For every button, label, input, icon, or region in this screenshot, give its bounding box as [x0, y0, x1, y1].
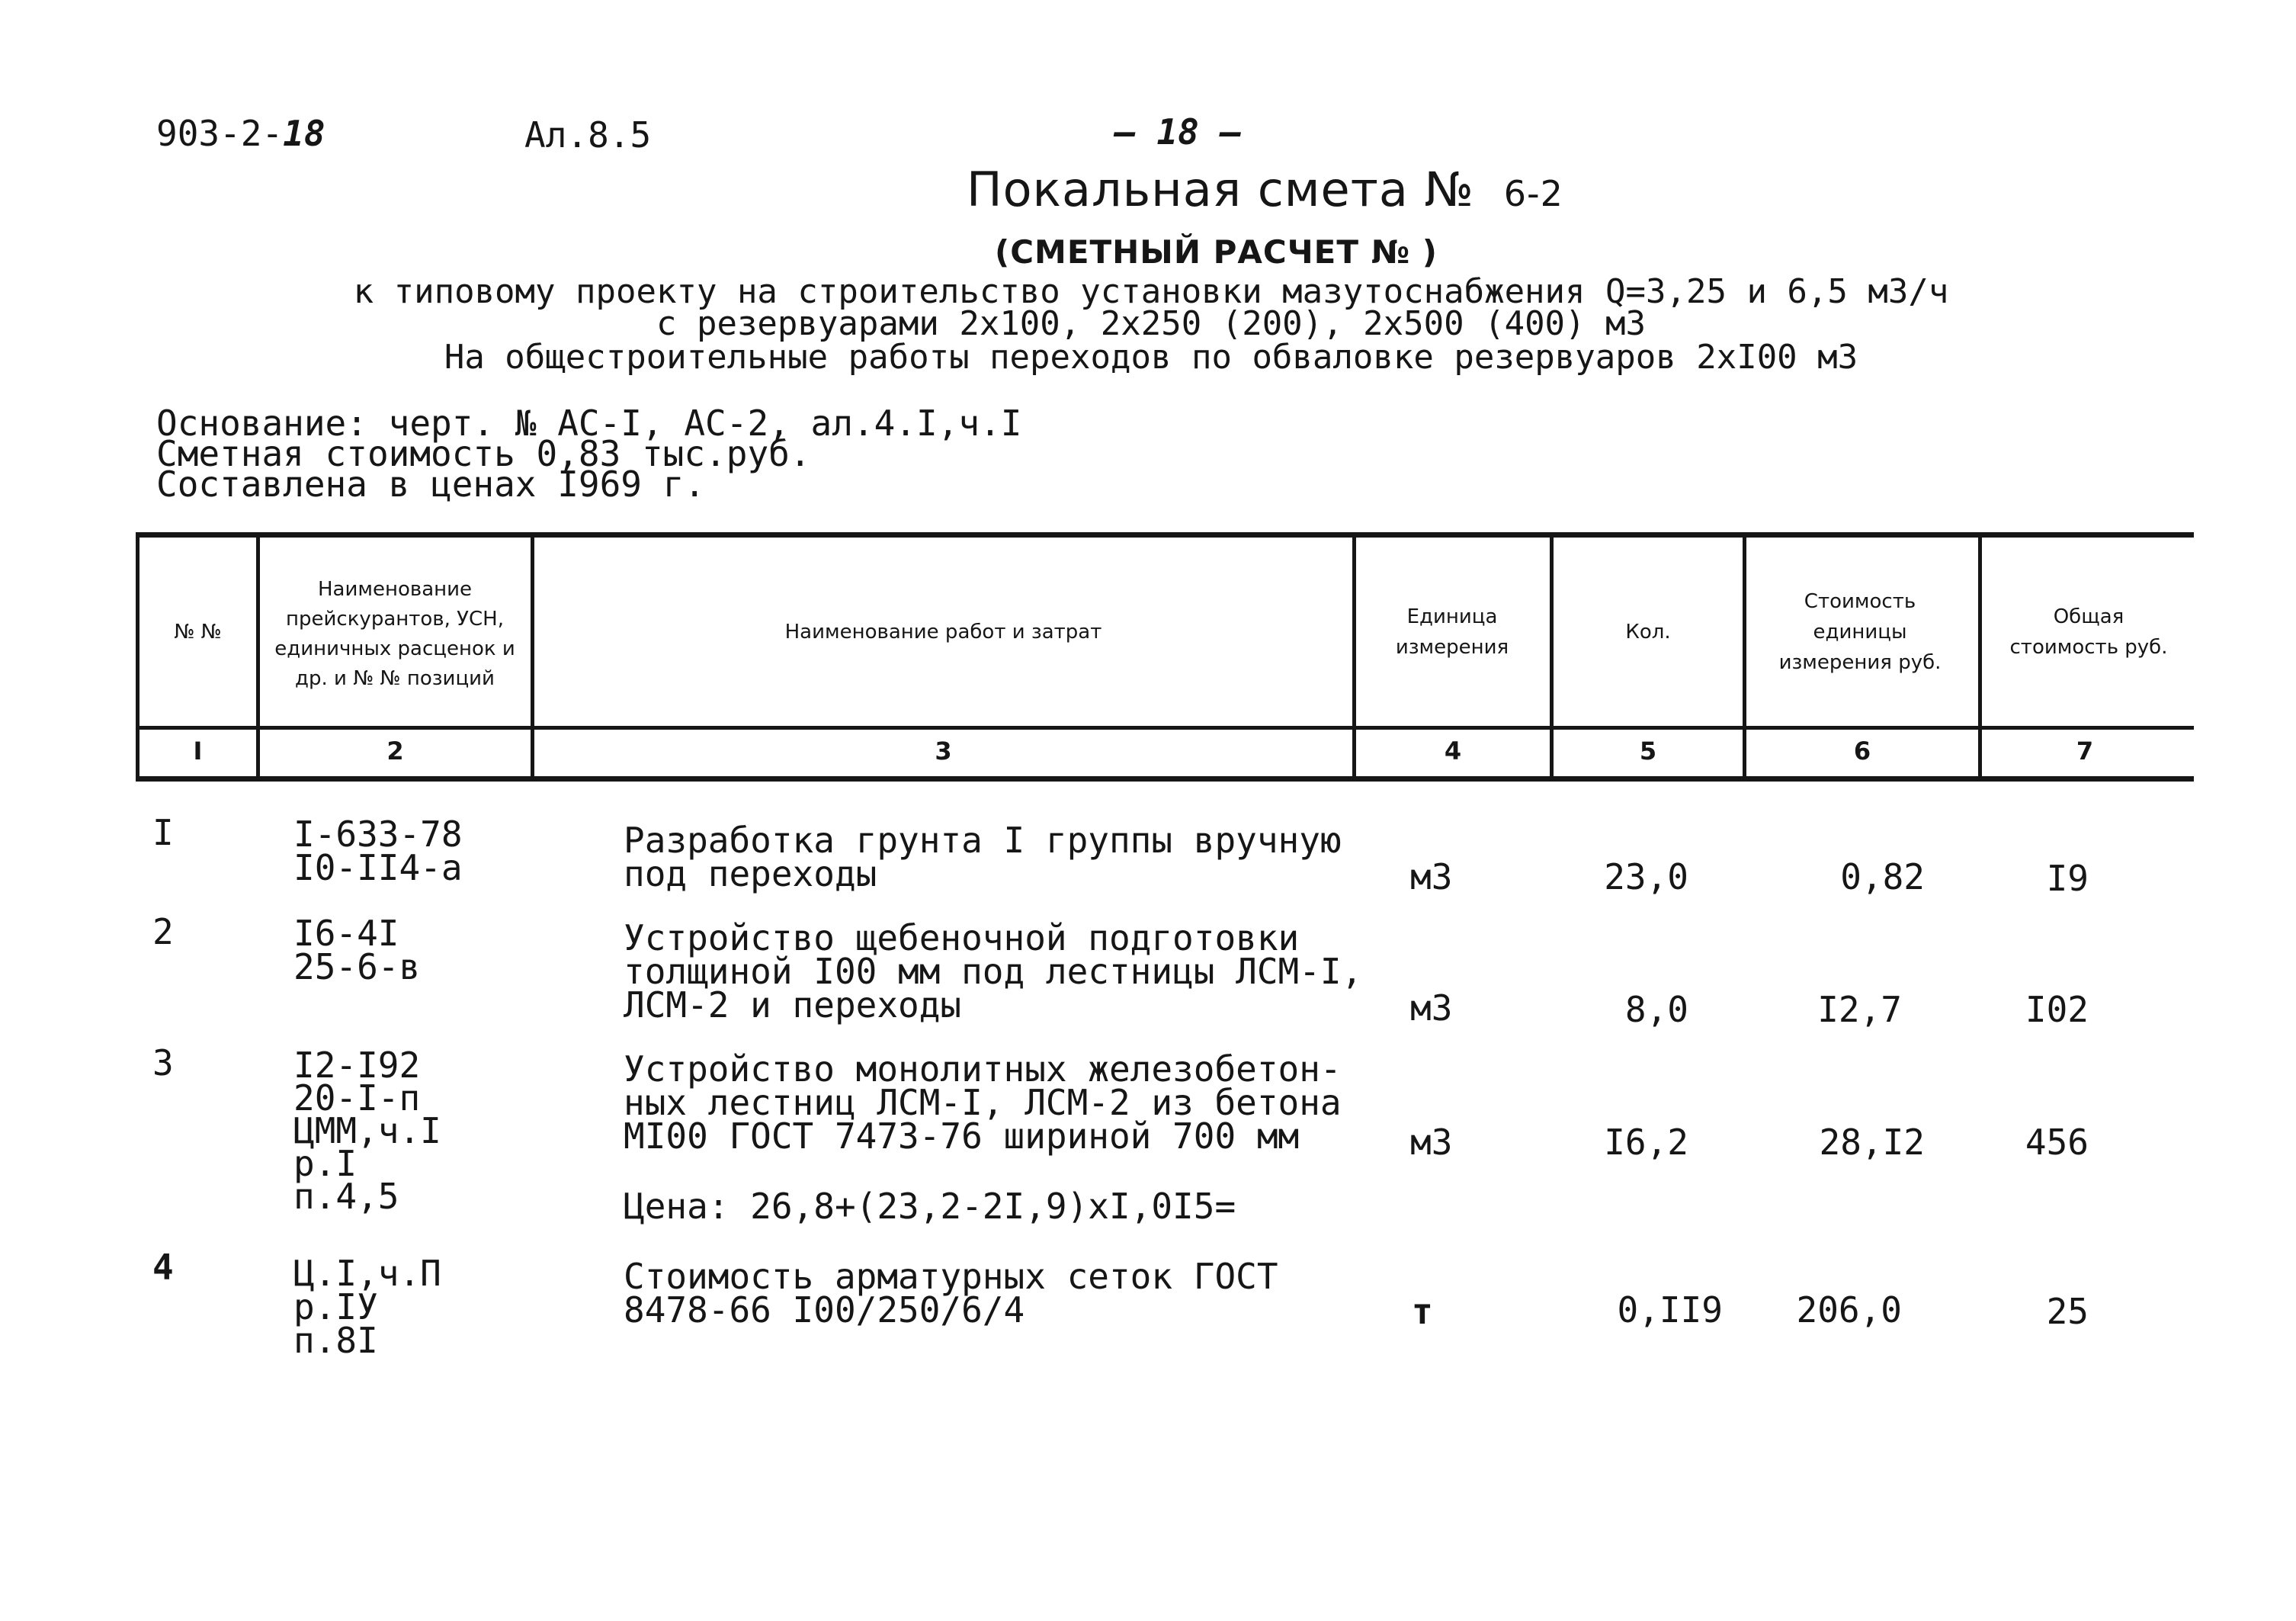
row-reference: I-633-78 I0-II4-а — [293, 814, 463, 888]
row-unit: т — [1412, 1291, 1433, 1332]
document-subtitle: (СМЕТНЫЙ РАСЧЕТ № ) — [995, 233, 1438, 271]
row-quantity: 8,0 — [1624, 989, 1688, 1030]
col-number-5: 5 — [1639, 737, 1657, 766]
row-unit: м3 — [1410, 1122, 1453, 1163]
col-number-1: I — [193, 737, 203, 766]
subject-line-1: к типовому проекту на строительство установки мазутоснабжения Q=3,25 и 6,5 м3/ч — [353, 272, 1949, 311]
doc-code-number: 18 — [283, 113, 325, 154]
row-unit: м3 — [1410, 987, 1453, 1029]
col-number-7: 7 — [2076, 737, 2094, 766]
basis-line-2: Сметная стоимость 0,83 тыс.руб. — [156, 433, 811, 474]
subject-line-3: На общестроительные работы переходов по обваловке резервуаров 2xI00 м3 — [444, 338, 1858, 377]
col-header-total: Общая стоимость руб. — [2009, 605, 2168, 659]
col-header-no: № № — [174, 620, 222, 644]
document-title — [967, 162, 1563, 217]
row-reference: Ц.I,ч.П р.IУ п.8I — [293, 1253, 441, 1361]
col-header-work: Наименование работ и затрат — [784, 620, 1102, 644]
col-number-6: 6 — [1853, 737, 1871, 766]
col-number-2: 2 — [386, 737, 404, 766]
row-unit-price: I2,7 — [1817, 989, 1902, 1030]
title-text: Покальная смета № — [967, 162, 1475, 217]
row-work-description: Стоимость арматурных сеток ГОСТ 8478-66 I00/250/6/4 — [624, 1256, 1278, 1331]
row-total: 25 — [2046, 1291, 2089, 1332]
col-header-unit-price: Стоимость единицы измерения руб. — [1778, 589, 1942, 674]
row-work-description: Устройство монолитных железобетон- ных лестниц ЛСМ-I, ЛСМ-2 из бетона МI00 ГОСТ 7473-76 шириной 700 мм — [624, 1048, 1342, 1157]
row-number: 2 — [152, 911, 174, 952]
row-unit: м3 — [1410, 856, 1453, 897]
row-work-description: Разработка грунта I группы вручную под переходы — [624, 820, 1342, 894]
row-total: 456 — [2025, 1122, 2089, 1163]
col-number-3: 3 — [935, 737, 952, 766]
row-unit-price: 0,82 — [1840, 856, 1925, 897]
row-reference: I2-I92 20-I-п ЦММ,ч.I р.I п.4,5 — [293, 1045, 441, 1217]
doc-code — [156, 113, 325, 154]
col-number-4: 4 — [1444, 737, 1462, 766]
row-number: I — [152, 812, 174, 853]
page-number: — 18 — — [1114, 111, 1242, 152]
row-quantity: 0,II9 — [1617, 1289, 1723, 1331]
table-bottom-rule — [136, 776, 2194, 782]
row-total: I9 — [2046, 858, 2089, 899]
table-mid-rule — [136, 726, 2194, 730]
col-header-reference: Наименование прейскурантов, УСН, единичных расценок и др. и № № позиций — [274, 578, 515, 690]
title-number: 6-2 — [1503, 173, 1563, 214]
row-number: 4 — [152, 1247, 174, 1288]
row-quantity: 23,0 — [1604, 856, 1688, 897]
row-total: I02 — [2025, 989, 2089, 1030]
basis-line-3: Составлена в ценах I969 г. — [156, 464, 706, 505]
row-reference: I6-4I 25-6-в — [293, 913, 421, 987]
sheet-label: Ал.8.5 — [524, 114, 652, 156]
col-header-unit: Единица измерения — [1395, 605, 1509, 659]
row-work-description: Устройство щебеночной подготовки толщиной I00 мм под лестницы ЛСМ-I, ЛСМ-2 и переходы — [624, 917, 1363, 1026]
row-number: 3 — [152, 1042, 174, 1083]
row-price-note: Цена: 26,8+(23,2-2I,9)xI,0I5= — [624, 1186, 1236, 1227]
doc-code-prefix: 903-2- — [156, 113, 284, 154]
col-header-qty: Кол. — [1625, 620, 1671, 644]
table-top-rule — [136, 532, 2194, 538]
row-quantity: I6,2 — [1604, 1122, 1688, 1163]
row-unit-price: 206,0 — [1796, 1289, 1902, 1331]
row-unit-price: 28,I2 — [1819, 1122, 1925, 1163]
basis-line-1: Основание: черт. № АС-I, АС-2, ал.4.I,ч.I — [156, 403, 1022, 444]
subject-line-2: с резервуарами 2x100, 2x250 (200), 2x500 (400) м3 — [656, 304, 1647, 343]
